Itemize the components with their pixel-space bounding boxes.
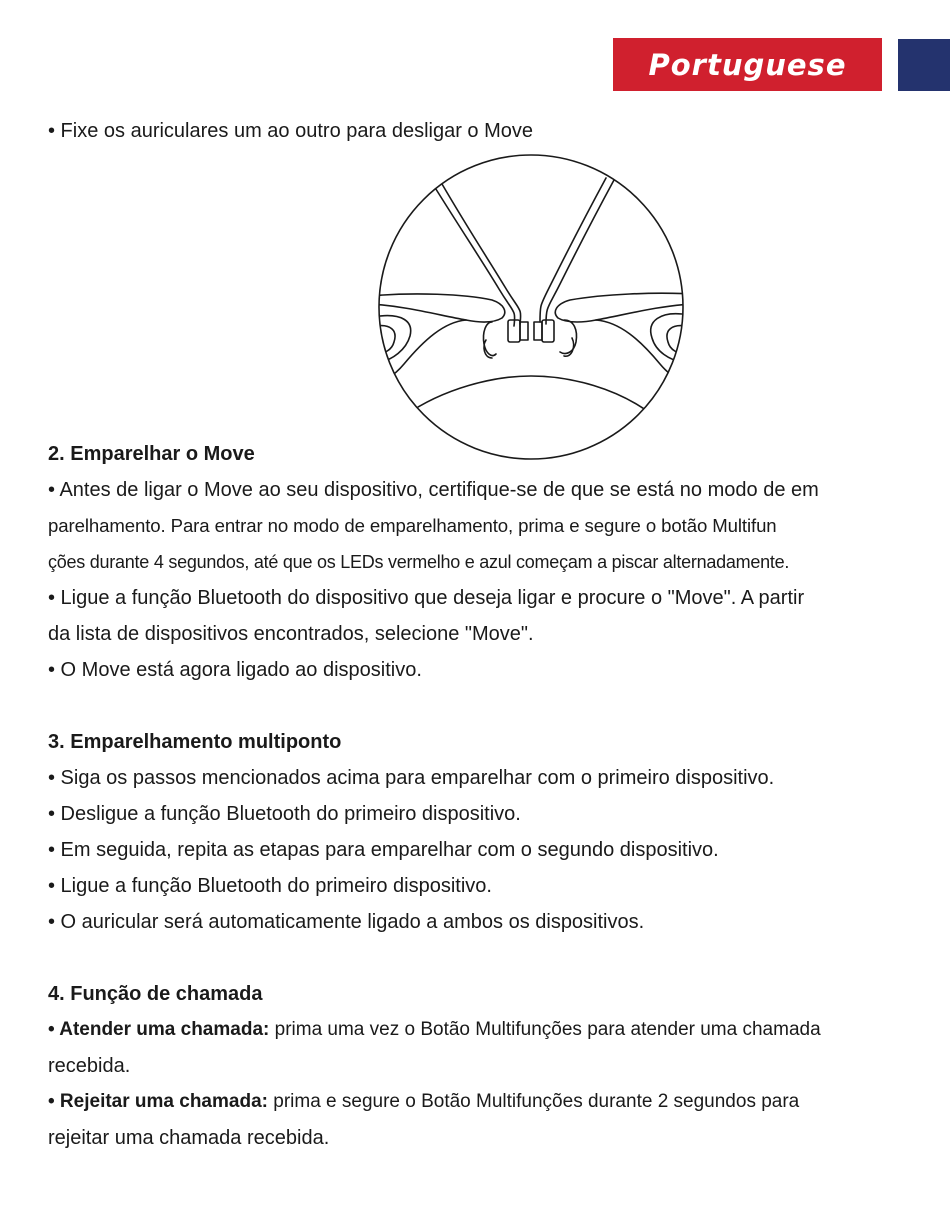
intro-line: • Fixe os auriculares um ao outro para desligar o Move — [48, 120, 534, 142]
answer-call-lead: • Atender uma chamada: — [48, 1019, 270, 1040]
section-2-line: da lista de dispositivos encontrados, selecione "Move". — [48, 623, 534, 645]
section-3-line: • O auricular será automaticamente ligado a ambos os dispositivos. — [48, 911, 645, 933]
section-2-line: • Antes de ligar o Move ao seu dispositivo, certifique-se de que se está no modo de em — [48, 479, 819, 501]
answer-call-text: prima uma vez o Botão Multifunções para atender uma chamada — [269, 1019, 821, 1040]
section-3-line: • Desligue a função Bluetooth do primeiro dispositivo. — [48, 803, 521, 825]
section-2-heading: 2. Emparelhar o Move — [48, 443, 255, 465]
section-3-heading: 3. Emparelhamento multiponto — [48, 731, 342, 753]
answer-call-line — [48, 1017, 821, 1043]
section-3-line: • Siga os passos mencionados acima para emparelhar com o primeiro dispositivo. — [48, 767, 775, 789]
section-2-line: parelhamento. Para entrar no modo de emparelhamento, prima e segure o botão Multifun — [48, 515, 777, 536]
section-3-line: • Em seguida, repita as etapas para emparelhar com o segundo dispositivo. — [48, 839, 719, 861]
earbuds-magnetic-attach-illustration-icon — [374, 154, 688, 460]
reject-call-text: prima e segure o Botão Multifunções durante 2 segundos para — [267, 1091, 800, 1112]
language-badge — [613, 38, 882, 91]
section-4-heading: 4. Função de chamada — [48, 983, 263, 1005]
corner-color-block — [898, 39, 950, 91]
answer-call-continuation: recebida. — [48, 1055, 131, 1077]
reject-call-lead: • Rejeitar uma chamada: — [48, 1091, 268, 1112]
section-2-line: ções durante 4 segundos, até que os LEDs vermelho e azul começam a piscar alternadamente. — [48, 552, 790, 572]
section-2-line: • O Move está agora ligado ao dispositivo. — [48, 659, 422, 681]
reject-call-continuation: rejeitar uma chamada recebida. — [48, 1127, 330, 1149]
section-3-line: • Ligue a função Bluetooth do primeiro dispositivo. — [48, 875, 492, 897]
section-2-line: • Ligue a função Bluetooth do dispositivo que deseja ligar e procure o "Move". A partir — [48, 587, 805, 609]
reject-call-line — [48, 1089, 799, 1115]
language-label: Portuguese — [648, 47, 847, 82]
